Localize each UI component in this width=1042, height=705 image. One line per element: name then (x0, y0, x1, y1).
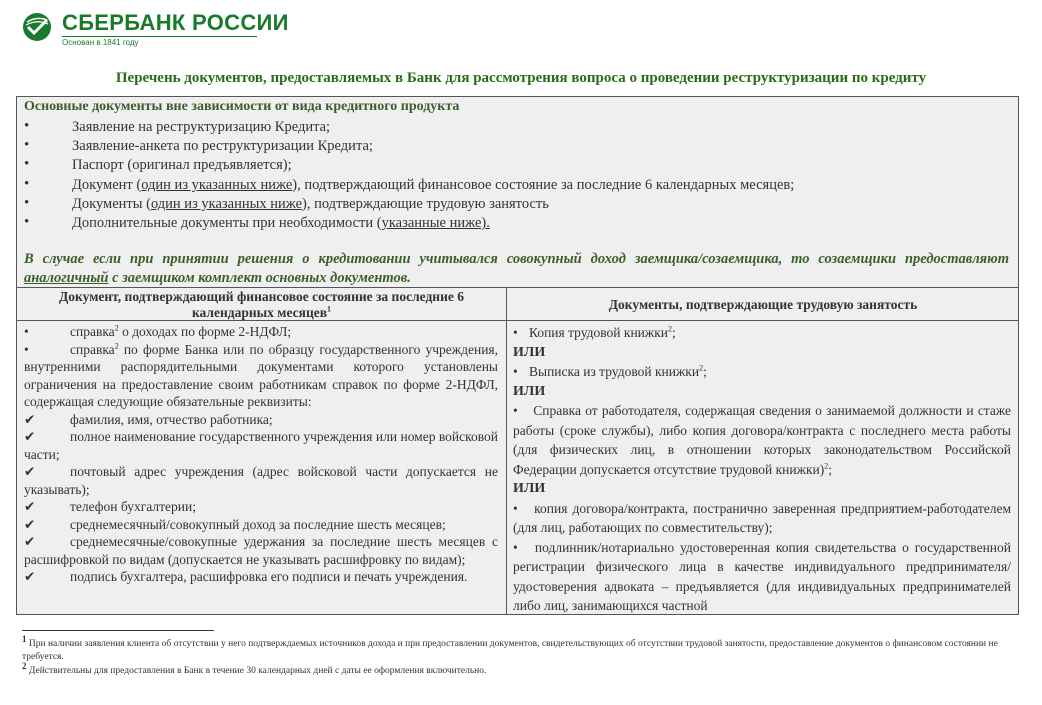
checkmark-icon: ✔ (24, 429, 36, 444)
list-item: ✔ фамилия, имя, отчество работника; (24, 411, 273, 427)
or-separator: ИЛИ (513, 481, 546, 496)
or-separator: ИЛИ (513, 344, 546, 360)
list-item: ✔ подпись бухгалтера, расшифровка его подписи и печать учреждения. (24, 569, 468, 584)
checkmark-icon: ✔ (24, 516, 36, 532)
list-item: • подлинник/нотариально удостоверенная копия свидетельства о государственной регистрации физического лица в качестве индивидуального предпринимателя/удостоверения адвоката – предъявляется (для индивидуальных предпринимателей либо лиц, занимающихся частной (513, 539, 1012, 613)
list-item: ✔ телефон бухгалтерии; (24, 499, 196, 514)
list-item: • справка$^2$ о доходах по форме 2-НДФЛ; (24, 323, 292, 339)
documents-table (16, 96, 1019, 615)
column-divider (506, 287, 507, 614)
coborrower-note: В случае если при принятии решения о кредитовании учитывался совокупный доход заемщика/созаемщика, то созаемщики предоставляют аналогичный с заемщиком комплект основных документов. (24, 251, 1009, 286)
bullet-icon: • (24, 324, 29, 339)
checkmark-icon: ✔ (24, 411, 36, 427)
checkmark-icon: ✔ (24, 569, 36, 584)
list-item: • копия договора/контракта, постранично заверенная предприятием-работодателем (для лиц, работающих по совместительству); (513, 500, 1011, 535)
footnote: $^1$ При наличии заявления клиента об отсутствии у него подтверждаемых источников дохода и при предоставлении документов, свидетельствующих об отсутствии трудовой занятости, предоставление документов о финансовом состоянии не требуется. (22, 633, 998, 662)
list-item: • Справка от работодателя, содержащая сведения о занимаемой должности и стаже работы (сроке службы), либо копия договора/контракта с последнего места работы (для физических лиц, в отношении которых законодательством Российской Федерации допускается отсутствие трудовой книжки)$^2$; (513, 403, 1012, 477)
bullet-icon: • (513, 325, 518, 340)
list-item: ✔ почтовый адрес учреждения (адрес войсковой части допускается не указывать); (24, 464, 498, 497)
checkmark-icon: ✔ (24, 499, 36, 514)
list-item: ✔ полное наименование государственного учреждения или номер войсковой части; (24, 429, 498, 462)
financial-documents-list (24, 323, 498, 586)
bullet-icon: • (24, 156, 30, 172)
brand-tagline: Основан в 1841 году (62, 38, 139, 47)
list-item: ✔ среднемесячный/совокупный доход за последние шесть месяцев; (24, 516, 446, 532)
brand-name: СБЕРБАНК РОССИИ (62, 10, 289, 35)
bullet-icon: • (24, 195, 30, 211)
footnote-divider (22, 630, 214, 631)
right-column-heading: Документы, подтверждающие трудовую занятость (608, 297, 918, 312)
divider (17, 287, 1018, 288)
inline-link[interactable]: один из указанных ниже (150, 196, 303, 212)
bullet-icon: • (24, 137, 30, 153)
list-item: • Выписка из трудовой книжки$^2$; (513, 362, 1011, 382)
main-section-heading: Основные документы вне зависимости от вида кредитного продукта (24, 99, 460, 114)
list-item: • Копия трудовой книжки$^2$; (513, 323, 1011, 343)
bullet-icon: • (24, 176, 30, 192)
inline-link[interactable]: один из указанных ниже (141, 177, 293, 193)
employment-documents-list (513, 323, 1011, 616)
sberbank-emblem-icon (22, 12, 52, 42)
left-column-heading: Документ, подтверждающий финансовое состояние за последние 6 календарных месяцев$^1$ (59, 289, 464, 320)
document-title: Перечень документов, предоставляемых в Банк для рассмотрения вопроса о проведении реструктуризации по кредиту (115, 70, 927, 86)
bullet-icon: • (513, 539, 518, 555)
list-item: • справка$^2$ по форме Банка или по образцу государственного учреждения, внутренними распорядительными документами которого установлены ограничения на предоставление своим работникам справок по форме 2-НДФЛ, содержащая следующие обязательные реквизиты: (24, 341, 498, 409)
list-item: ✔ среднемесячные/совокупные удержания за последние шесть месяцев с расшифровкой по видам (допускается не указывать расшифровку по видам); (24, 534, 498, 567)
checkmark-icon: ✔ (24, 534, 36, 549)
checkmark-icon: ✔ (24, 464, 36, 479)
bullet-icon: • (24, 341, 29, 357)
bullet-icon: • (24, 214, 30, 230)
inline-link[interactable]: указанные ниже). (381, 215, 490, 231)
inline-link[interactable]: аналогичный (24, 270, 109, 286)
main-documents-section: Основные документы вне зависимости от вида кредитного продукта • Заявление на реструктуризацию Кредита; • Заявление-анкета по реструктуризации Кредита; • Паспорт (оригинал предъявляется); • Документ (один из указанных ниже), подтверждающий финансовое состояние за последние 6 календарных месяцев; • Документы (один из указанных ниже), подтверждающие трудовую занятость • Дополнительные документы при необходимости (указанные ниже). В случае если при принятии решения о кредитовании учитывался совокупный доход заемщика/созаемщика, то созаемщики предоставляют аналогичный с заемщиком комплект основных документов. (24, 99, 1009, 286)
footnote: $^2$ Действительны для предоставления в Банк в течение 30 календарных дней с даты ее оформления включительно. (22, 660, 487, 676)
bullet-icon: • (513, 403, 518, 418)
sberbank-logo (22, 10, 289, 54)
bullet-icon: • (24, 118, 30, 134)
or-separator: ИЛИ (513, 383, 546, 399)
bullet-icon: • (513, 500, 518, 516)
brand-divider (62, 36, 257, 37)
bullet-icon: • (513, 364, 518, 379)
